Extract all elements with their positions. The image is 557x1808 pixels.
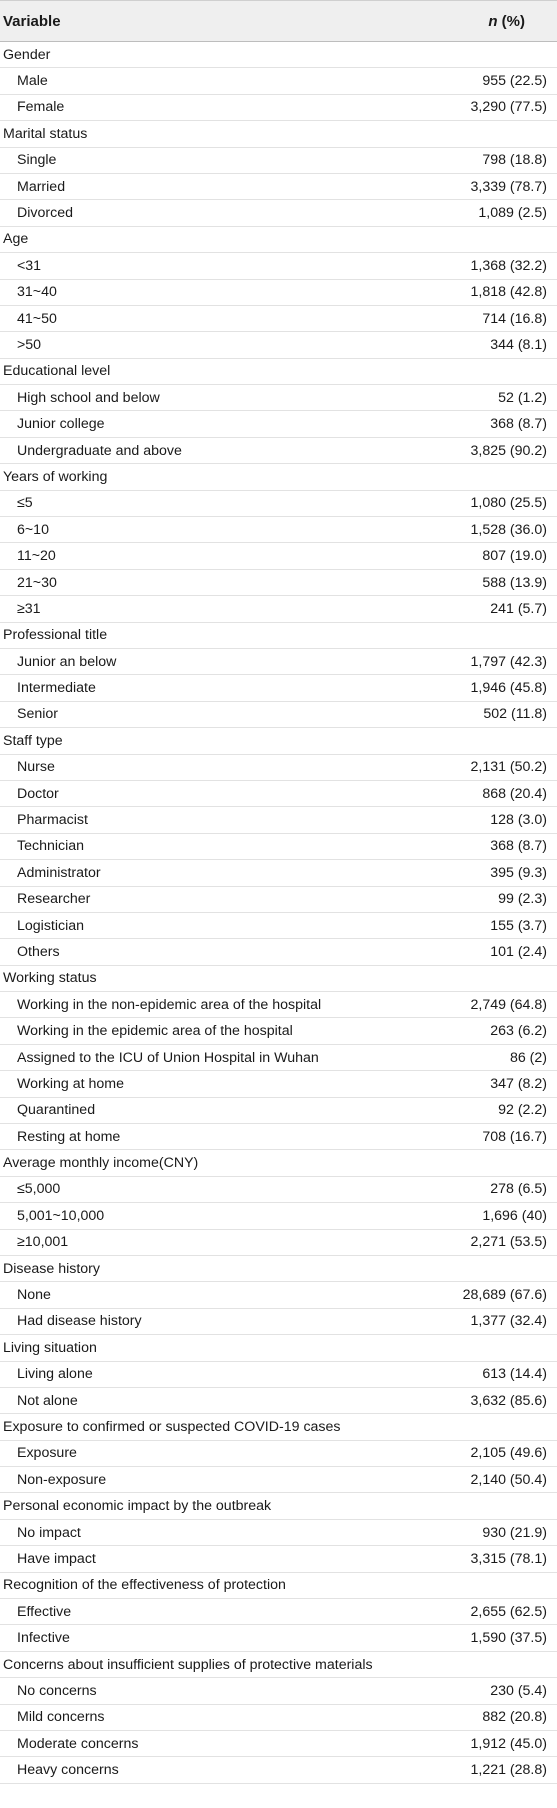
row-label: 6~10 <box>17 521 49 538</box>
row-value: 395 (9.3) <box>490 864 547 881</box>
row-label: Had disease history <box>17 1313 142 1330</box>
row-value: 1,080 (25.5) <box>470 495 547 512</box>
row-value: 1,946 (45.8) <box>470 680 547 697</box>
table-row <box>0 200 557 226</box>
table-row <box>0 1731 557 1757</box>
row-value: 155 (3.7) <box>490 917 547 934</box>
table-row <box>0 570 557 596</box>
table-row <box>0 913 557 939</box>
row-value: 708 (16.7) <box>482 1128 547 1145</box>
group-label: Personal economic impact by the outbreak <box>3 1498 272 1515</box>
group-label: Concerns about insufficient supplies of protective materials <box>3 1656 373 1673</box>
table-row <box>0 68 557 94</box>
group-label: Exposure to confirmed or suspected COVID-19 cases <box>3 1419 341 1435</box>
table-row <box>0 1177 557 1203</box>
row-value: 3,825 (90.2) <box>470 442 547 459</box>
row-value: 2,105 (49.6) <box>470 1445 547 1462</box>
row-label: Moderate concerns <box>17 1735 139 1752</box>
group-header-row <box>0 121 557 147</box>
row-value: 2,655 (62.5) <box>470 1603 547 1620</box>
group-header-row <box>0 464 557 490</box>
table-row <box>0 1362 557 1388</box>
group-label: Living situation <box>3 1339 97 1356</box>
row-value: 3,315 (78.1) <box>470 1550 547 1567</box>
group-header-row <box>0 227 557 253</box>
table-row <box>0 1230 557 1256</box>
group-label: Professional title <box>3 627 108 644</box>
row-label: Working in the epidemic area of the hospital <box>17 1023 293 1040</box>
group-label: Years of working <box>3 468 108 485</box>
table-row <box>0 1520 557 1546</box>
group-label: Marital status <box>3 125 88 142</box>
row-value: 1,696 (40) <box>482 1207 547 1224</box>
group-label: Age <box>3 231 29 248</box>
group-header-row <box>0 1414 557 1440</box>
row-value: 347 (8.2) <box>490 1075 547 1092</box>
row-label: ≥10,001 <box>17 1234 69 1251</box>
row-label: Researcher <box>17 891 91 908</box>
header-n: n <box>488 12 498 30</box>
row-label: Others <box>17 943 60 960</box>
row-label: Pharmacist <box>17 812 88 829</box>
row-value: 230 (5.4) <box>490 1682 547 1699</box>
header-variable: Variable <box>3 12 61 30</box>
group-label: Educational level <box>3 363 111 380</box>
row-value: 1,089 (2.5) <box>478 205 547 222</box>
row-value: 868 (20.4) <box>482 785 547 802</box>
table-row <box>0 1018 557 1044</box>
group-label: Disease history <box>3 1260 100 1277</box>
row-label: Mild concerns <box>17 1709 105 1726</box>
row-label: Effective <box>17 1603 72 1620</box>
table-row <box>0 675 557 701</box>
row-label: Assigned to the ICU of Union Hospital in Wuhan <box>17 1049 319 1066</box>
group-header-row <box>0 966 557 992</box>
row-value: 3,339 (78.7) <box>470 178 547 195</box>
row-value: 3,290 (77.5) <box>470 99 547 116</box>
table-row <box>0 887 557 913</box>
table-row <box>0 1467 557 1493</box>
row-value: 1,528 (36.0) <box>470 521 547 538</box>
table-row <box>0 1282 557 1308</box>
row-value: 3,632 (85.6) <box>470 1392 547 1409</box>
table-row <box>0 992 557 1018</box>
group-header-row <box>0 1335 557 1361</box>
table-row <box>0 1678 557 1704</box>
row-value: 99 (2.3) <box>498 891 547 908</box>
table-row <box>0 1071 557 1097</box>
row-label: Male <box>17 73 48 90</box>
row-label: Working at home <box>17 1075 124 1092</box>
table-row <box>0 1441 557 1467</box>
row-label: Heavy concerns <box>17 1762 119 1779</box>
table-row <box>0 543 557 569</box>
group-header-row <box>0 1150 557 1176</box>
row-value: 344 (8.1) <box>490 336 547 353</box>
table-header <box>0 0 557 42</box>
row-value: 92 (2.2) <box>498 1102 547 1119</box>
row-label: Divorced <box>17 205 73 222</box>
table-row <box>0 491 557 517</box>
row-value: 241 (5.7) <box>490 600 547 617</box>
header-n-percent <box>365 13 557 30</box>
row-label: No impact <box>17 1524 81 1541</box>
row-value: 52 (1.2) <box>498 389 547 406</box>
table-row <box>0 1546 557 1572</box>
group-header-row <box>0 1256 557 1282</box>
row-label: ≤5,000 <box>17 1181 61 1198</box>
group-label: Gender <box>3 46 51 63</box>
table-row <box>0 385 557 411</box>
row-label: Quarantined <box>17 1102 96 1119</box>
row-label: Have impact <box>17 1550 96 1567</box>
row-label: Logistician <box>17 917 85 934</box>
row-label: Resting at home <box>17 1128 121 1145</box>
table-row <box>0 596 557 622</box>
row-label: Nurse <box>17 759 55 776</box>
row-label: >50 <box>17 336 42 353</box>
row-label: Junior an below <box>17 653 117 670</box>
table-row <box>0 1124 557 1150</box>
group-header-row <box>0 1652 557 1678</box>
row-label: Exposure <box>17 1445 77 1462</box>
row-label: Not alone <box>17 1392 78 1409</box>
row-label: Doctor <box>17 785 59 802</box>
row-label: Non-exposure <box>17 1471 107 1488</box>
row-label: 11~20 <box>17 548 56 565</box>
table-row <box>0 1599 557 1625</box>
row-label: No concerns <box>17 1682 97 1699</box>
group-header-row <box>0 359 557 385</box>
table-row <box>0 807 557 833</box>
table-row <box>0 1309 557 1335</box>
table-row <box>0 939 557 965</box>
row-value: 263 (6.2) <box>490 1023 547 1040</box>
table-row <box>0 306 557 332</box>
row-label: 5,001~10,000 <box>17 1207 105 1224</box>
row-value: 882 (20.8) <box>482 1709 547 1726</box>
table-row <box>0 834 557 860</box>
row-value: 1,377 (32.4) <box>470 1313 547 1330</box>
row-label: Junior college <box>17 416 105 433</box>
group-label: Average monthly income(CNY) <box>3 1155 199 1172</box>
table-row <box>0 755 557 781</box>
row-label: Senior <box>17 706 59 723</box>
row-label: Undergraduate and above <box>17 442 182 459</box>
row-label: Intermediate <box>17 680 96 697</box>
row-label: Technician <box>17 838 85 855</box>
table-row <box>0 517 557 543</box>
table-row <box>0 1388 557 1414</box>
row-value: 2,271 (53.5) <box>470 1234 547 1251</box>
row-value: 2,749 (64.8) <box>470 996 547 1013</box>
table-row <box>0 253 557 279</box>
table-row <box>0 280 557 306</box>
table-row <box>0 1705 557 1731</box>
row-label: Female <box>17 99 65 116</box>
row-value: 1,797 (42.3) <box>470 653 547 670</box>
table-row <box>0 148 557 174</box>
table-row <box>0 95 557 121</box>
row-value: 613 (14.4) <box>482 1366 547 1383</box>
row-value: 714 (16.8) <box>482 310 547 327</box>
row-value: 955 (22.5) <box>482 73 547 90</box>
row-label: Infective <box>17 1630 70 1647</box>
row-value: 1,221 (28.8) <box>470 1762 547 1779</box>
table-row <box>0 1203 557 1229</box>
row-label: <31 <box>17 257 42 274</box>
group-header-row <box>0 42 557 68</box>
row-value: 1,818 (42.8) <box>470 284 547 301</box>
header-pct: (%) <box>497 12 525 30</box>
row-value: 1,590 (37.5) <box>470 1630 547 1647</box>
group-header-row <box>0 1493 557 1519</box>
row-value: 807 (19.0) <box>482 548 547 565</box>
row-label: 21~30 <box>17 574 57 591</box>
row-value: 28,689 (67.6) <box>462 1287 547 1304</box>
row-value: 368 (8.7) <box>490 838 547 855</box>
row-value: 101 (2.4) <box>490 943 547 960</box>
table-row <box>0 860 557 886</box>
row-label: Working in the non-epidemic area of the hospital <box>17 996 322 1013</box>
row-label: None <box>17 1287 51 1304</box>
group-label: Working status <box>3 970 97 987</box>
row-value: 2,140 (50.4) <box>470 1471 547 1488</box>
group-header-row <box>0 623 557 649</box>
row-value: 502 (11.8) <box>483 706 547 723</box>
table-row <box>0 1625 557 1651</box>
row-label: High school and below <box>17 389 160 406</box>
group-label: Recognition of the effectiveness of protection <box>3 1577 286 1594</box>
row-value: 588 (13.9) <box>482 574 547 591</box>
table-row <box>0 1045 557 1071</box>
table-row <box>0 1757 557 1783</box>
row-value: 278 (6.5) <box>490 1181 547 1198</box>
group-header-row <box>0 1573 557 1599</box>
row-label: ≥31 <box>17 600 41 617</box>
table-row <box>0 702 557 728</box>
row-value: 1,368 (32.2) <box>470 257 547 274</box>
row-value: 798 (18.8) <box>482 152 547 169</box>
table-row <box>0 649 557 675</box>
row-value: 1,912 (45.0) <box>470 1735 547 1752</box>
group-header-row <box>0 728 557 754</box>
row-label: ≤5 <box>17 495 33 512</box>
row-label: Single <box>17 152 57 169</box>
row-value: 128 (3.0) <box>490 812 547 829</box>
table-row <box>0 438 557 464</box>
row-label: 41~50 <box>17 310 57 327</box>
row-value: 930 (21.9) <box>482 1524 547 1541</box>
row-value: 86 (2) <box>509 1049 547 1066</box>
row-value: 2,131 (50.2) <box>470 759 547 776</box>
row-label: Administrator <box>17 864 101 881</box>
row-label: Married <box>17 178 66 195</box>
row-value: 368 (8.7) <box>490 416 547 433</box>
table-row <box>0 1098 557 1124</box>
table-row <box>0 332 557 358</box>
table-row <box>0 781 557 807</box>
row-label: Living alone <box>17 1366 93 1383</box>
group-label: Staff type <box>3 732 63 749</box>
table-body <box>0 42 557 1784</box>
table-row <box>0 411 557 437</box>
row-label: 31~40 <box>17 284 57 301</box>
table-row <box>0 174 557 200</box>
